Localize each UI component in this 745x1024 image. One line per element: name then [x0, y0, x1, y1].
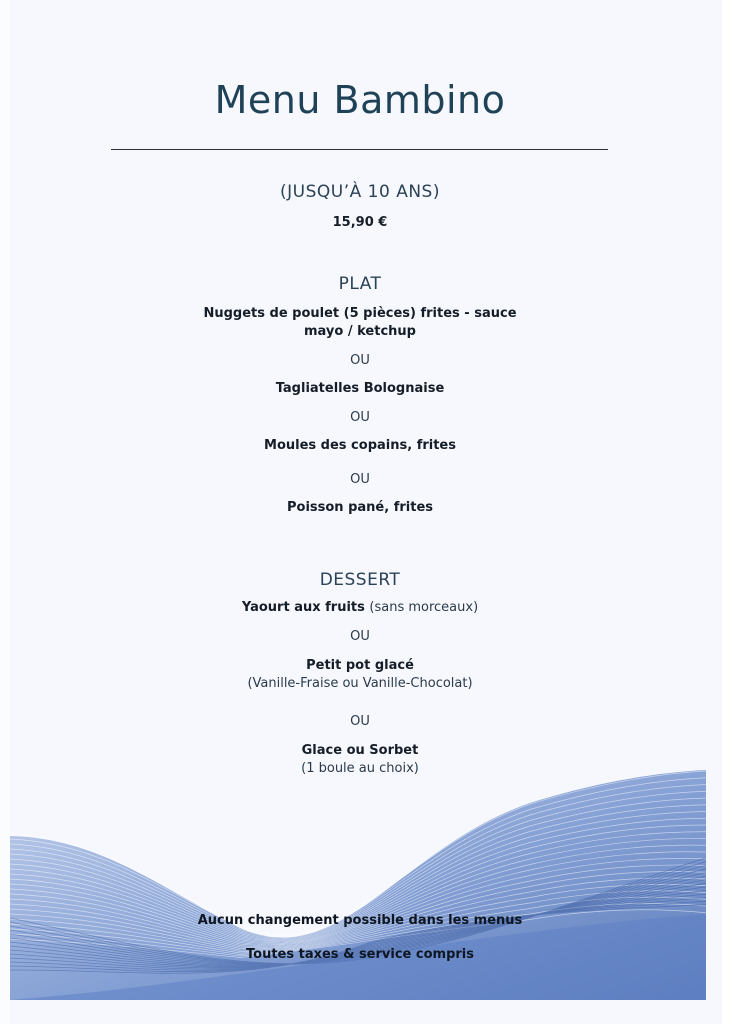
title-divider [111, 149, 608, 150]
paper-edge [722, 0, 745, 1024]
plat-dish-3: Moules des copains, frites [264, 438, 456, 453]
page-title: Menu Bambino [214, 78, 506, 122]
dessert-dish-1 [160, 599, 560, 617]
footer-note-taxes: Toutes taxes & service compris [246, 947, 474, 962]
dessert-dish-2: Petit pot glacé [306, 658, 414, 673]
footer-note-no-changes: Aucun changement possible dans les menus [197, 913, 523, 928]
decorative-wave [10, 768, 706, 1000]
separator-or: OU [350, 472, 370, 487]
section-heading-dessert: DESSERT [319, 570, 401, 590]
dessert-dish-1-note: (sans morceaux) [369, 600, 479, 615]
age-limit: (JUSQU’À 10 ANS) [280, 182, 440, 202]
plat-dish-2: Tagliatelles Bolognaise [275, 381, 445, 396]
plat-dish-1-line-1: Nuggets de poulet (5 pièces) frites - sauce [203, 306, 517, 321]
separator-or: OU [350, 353, 370, 368]
dessert-dish-2-note: (Vanille-Fraise ou Vanille-Chocolat) [247, 676, 473, 691]
separator-or: OU [350, 629, 370, 644]
menu-price: 15,90 € [332, 215, 388, 230]
separator-or: OU [350, 410, 370, 425]
section-heading-plat: PLAT [338, 274, 382, 294]
plat-dish-1-line-2: mayo / ketchup [304, 324, 416, 339]
dessert-dish-1-name: Yaourt aux fruits [241, 600, 365, 615]
dessert-dish-3: Glace ou Sorbet [301, 743, 419, 758]
plat-dish-4: Poisson pané, frites [286, 500, 433, 515]
dessert-dish-3-note: (1 boule au choix) [301, 761, 419, 776]
separator-or: OU [350, 714, 370, 729]
